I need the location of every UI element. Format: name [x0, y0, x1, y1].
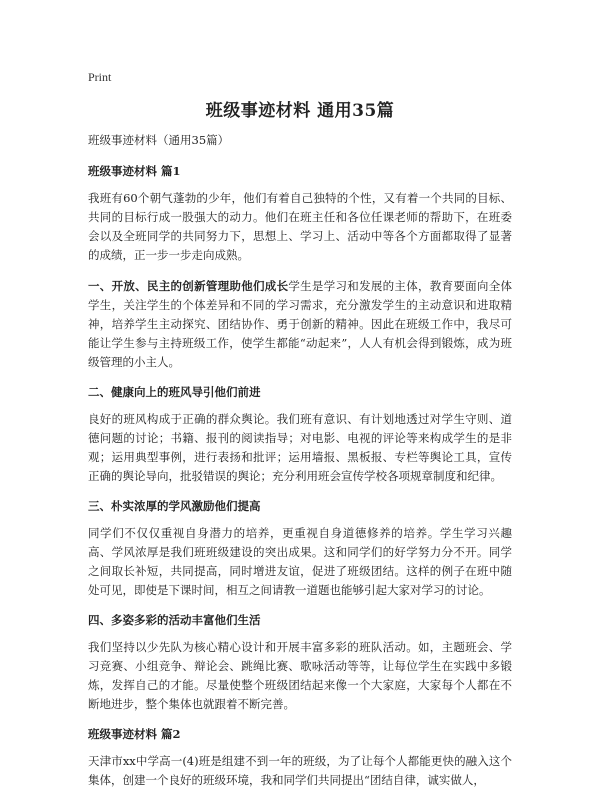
print-link[interactable]: Print — [88, 70, 112, 84]
section-1-lead: 一、开放、民主的创新管理助他们成长 — [88, 279, 289, 293]
article-2-intro: 天津市xx中学高一(4)班是组建不到一年的班级，为了让每个人都能更快的融入这个集体，创建一个良好的班级环境，我和同学们共同提出“团结自律，诚实做人， — [88, 754, 512, 787]
section-3-body: 同学们不仅仅重视自身潜力的培养，更重视自身道德修养的培养。学生学习兴趣高、学风浓厚是我们班班级建设的突出成果。这和同学们的好学努力分不开。同学之间取长补短，共同提高，同时增进友谊，促进了班级团结。这样的例子在班中随处可见，即使是下课时间，相互之间请教一道题也能够引起大家对学习的讨论。 — [88, 526, 512, 597]
article-1-section-1 — [88, 277, 512, 372]
section-2-body: 良好的班风构成于正确的群众舆论。我们班有意识、有计划地透过对学生守则、道德问题的讨论；书籍、报刊的阅读指导；对电影、电视的评论等来构成学生的是非观；运用典型事例，进行表扬和批评；运用墙报、黑板报、专栏等舆论工具，宣传正确的舆论导向，批驳错误的舆论；充分利用班会宣传学校各项规章制度和纪律。 — [88, 412, 512, 483]
section-2-heading: 二、健康向上的班风导引他们前进 — [88, 385, 261, 399]
document-subtitle: 班级事迹材料（通用35篇） — [88, 133, 230, 147]
page-title: 班级事迹材料 通用35篇 — [205, 101, 395, 121]
section-4-heading: 四、多姿多彩的活动丰富他们生活 — [88, 613, 261, 627]
article-1-heading: 班级事迹材料 篇1 — [88, 164, 181, 178]
section-4-body: 我们坚持以少先队为核心精心设计和开展丰富多彩的班队活动。如，主题班会、学习竞赛、小组竞争、辩论会、跳绳比赛、歌咏活动等等，让每位学生在实践中多锻炼，发挥自己的才能。尽量使整个班级团结起来像一个大家庭，大家每个人都在不断地进步，整个集体也就跟着不断完善。 — [88, 640, 512, 711]
article-1-intro: 我班有60个朝气蓬勃的少年，他们有着自己独特的个性，又有着一个共同的目标、共同的目标行成一股强大的动力。他们在班主任和各位任课老师的帮助下，在班委会以及全班同学的共同努力下，思想上、学习上、活动中等各个方面都取得了显著的成绩，正一步一步走向成熟。 — [88, 191, 512, 262]
section-3-heading: 三、朴实浓厚的学风激励他们提高 — [88, 499, 261, 513]
section-1-body: 学生是学习和发展的主体，教育要面向全体学生，关注学生的个体差异和不同的学习需求，充分激发学生的主动意识和进取精神，培养学生主动探究、团结协作、勇于创新的精神。因此在班级工作中，我尽可能让学生参与主持班级工作，使学生都能“动起来”，人人有机会得到锻炼，成为班级管理的小主人。 — [88, 279, 513, 369]
article-2-heading: 班级事迹材料 篇2 — [88, 727, 181, 741]
